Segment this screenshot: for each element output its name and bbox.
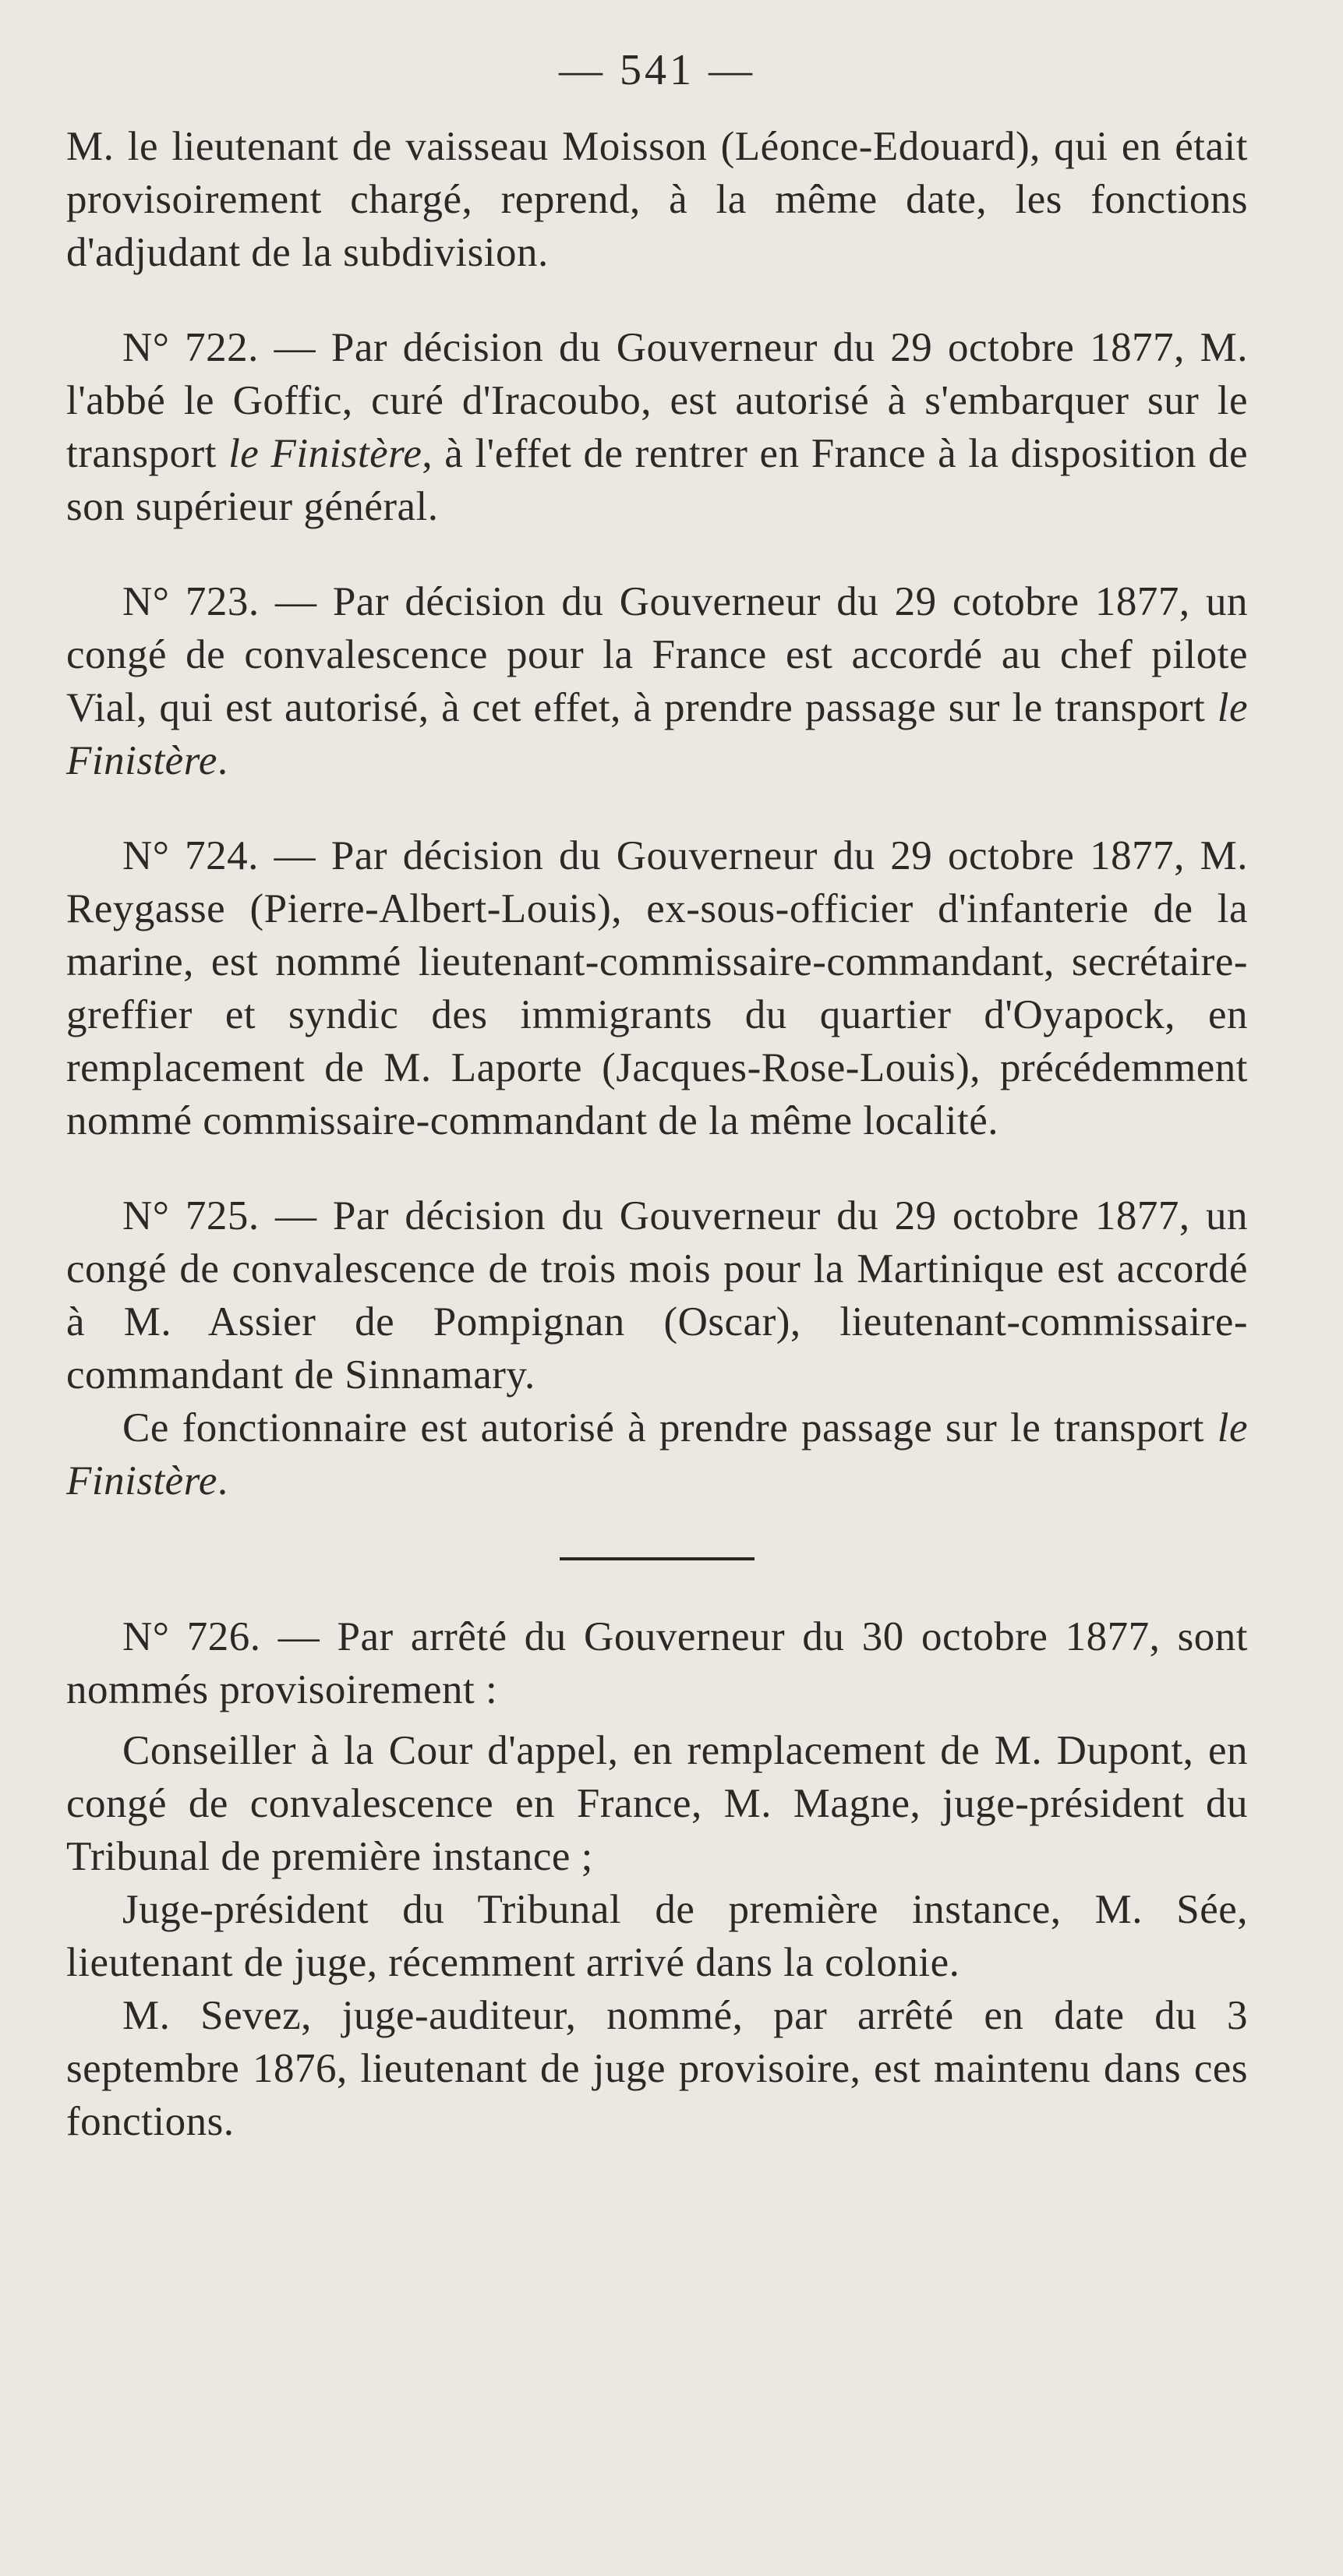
text-run: , à l'effet de rentrer en France à la disposition de son supérieur général. (66, 431, 1248, 529)
paragraph-gap (66, 787, 1248, 829)
text-run: . (217, 1458, 228, 1504)
paragraph-moisson (66, 120, 1248, 279)
paragraph-decision-724 (66, 829, 1248, 1147)
paragraph-gap (66, 533, 1248, 575)
document-page (66, 48, 1248, 2148)
text-run: . (217, 738, 228, 783)
text-run: N° 723. — Par décision du Gouverneur du 29 cotobre 1877, un congé de convalescence pour la France est accordé au chef pilote Vial, qui est autorisé, à cet effet, à prendre passage sur le transport (66, 579, 1248, 730)
paragraph-decision-725-continued (66, 1401, 1248, 1507)
text-run: Juge-président du Tribunal de première instance, M. Sée, lieutenant de juge, récemment arrivé dans la colonie. (66, 1887, 1248, 1985)
paragraph-gap (66, 279, 1248, 321)
text-run: N° 724. — Par décision du Gouverneur du 29 octobre 1877, M. Reygasse (Pierre-Albert-Louis), ex-sous-officier d'infanterie de la marine, est nommé lieutenant-commissaire-commandant, secrétaire-greffier et syndic des immigrants du quartier d'Oyapock, en remplacement de M. Laporte (Jacques-Rose-Louis), précédemment nommé commissaire-commandant de la même localité. (66, 833, 1248, 1143)
text-run: N° 726. — Par arrêté du Gouverneur du 30 octobre 1877, sont nommés provisoirement : (66, 1614, 1248, 1712)
ship-name-italic: le Finistère (66, 1405, 1248, 1504)
text-run: N° 725. — Par décision du Gouverneur du 29 octobre 1877, un congé de convalescence de trois mois pour la Martinique est accordé à M. Assier de Pompignan (Oscar), lieutenant-commissaire-commandant de Sinnamary. (66, 1193, 1248, 1398)
paragraph-decision-723 (66, 575, 1248, 787)
paragraph-gap (66, 1147, 1248, 1189)
text-run: M. le lieutenant de vaisseau Moisson (Léonce-Edouard), qui en était provisoirement chargé, reprend, à la même date, les fonctions d'adjudant de la subdivision. (66, 124, 1248, 275)
section-divider (560, 1557, 755, 1560)
section-decisions (66, 120, 1248, 1507)
text-run: Conseiller à la Cour d'appel, en remplacement de M. Dupont, en congé de convalescence en France, M. Magne, juge-président du Tribunal de première instance ; (66, 1728, 1248, 1879)
paragraph-conseiller (66, 1724, 1248, 1883)
paragraph-sevez (66, 1989, 1248, 2148)
section-arretes (66, 1610, 1248, 2148)
paragraph-juge-president (66, 1883, 1248, 1989)
paragraph-arrete-726 (66, 1610, 1248, 1716)
paragraph-decision-722 (66, 321, 1248, 533)
paragraph-decision-725 (66, 1189, 1248, 1401)
page-number: — 541 — (559, 46, 755, 94)
text-run: M. Sevez, juge-auditeur, nommé, par arrêté en date du 3 septembre 1876, lieutenant de juge provisoire, est maintenu dans ces fonctions. (66, 1993, 1248, 2144)
ship-name-italic: le Finistère (228, 431, 422, 476)
text-run: Ce fonctionnaire est autorisé à prendre passage sur le transport (122, 1405, 1218, 1451)
paragraph-gap (66, 1716, 1248, 1724)
text-run: N° 722. — Par décision du Gouverneur du 29 octobre 1877, M. l'abbé le Goffic, curé d'Iracoubo, est autorisé à s'embarquer sur le transport (66, 325, 1248, 476)
ship-name-italic: le Finistère (66, 685, 1248, 783)
